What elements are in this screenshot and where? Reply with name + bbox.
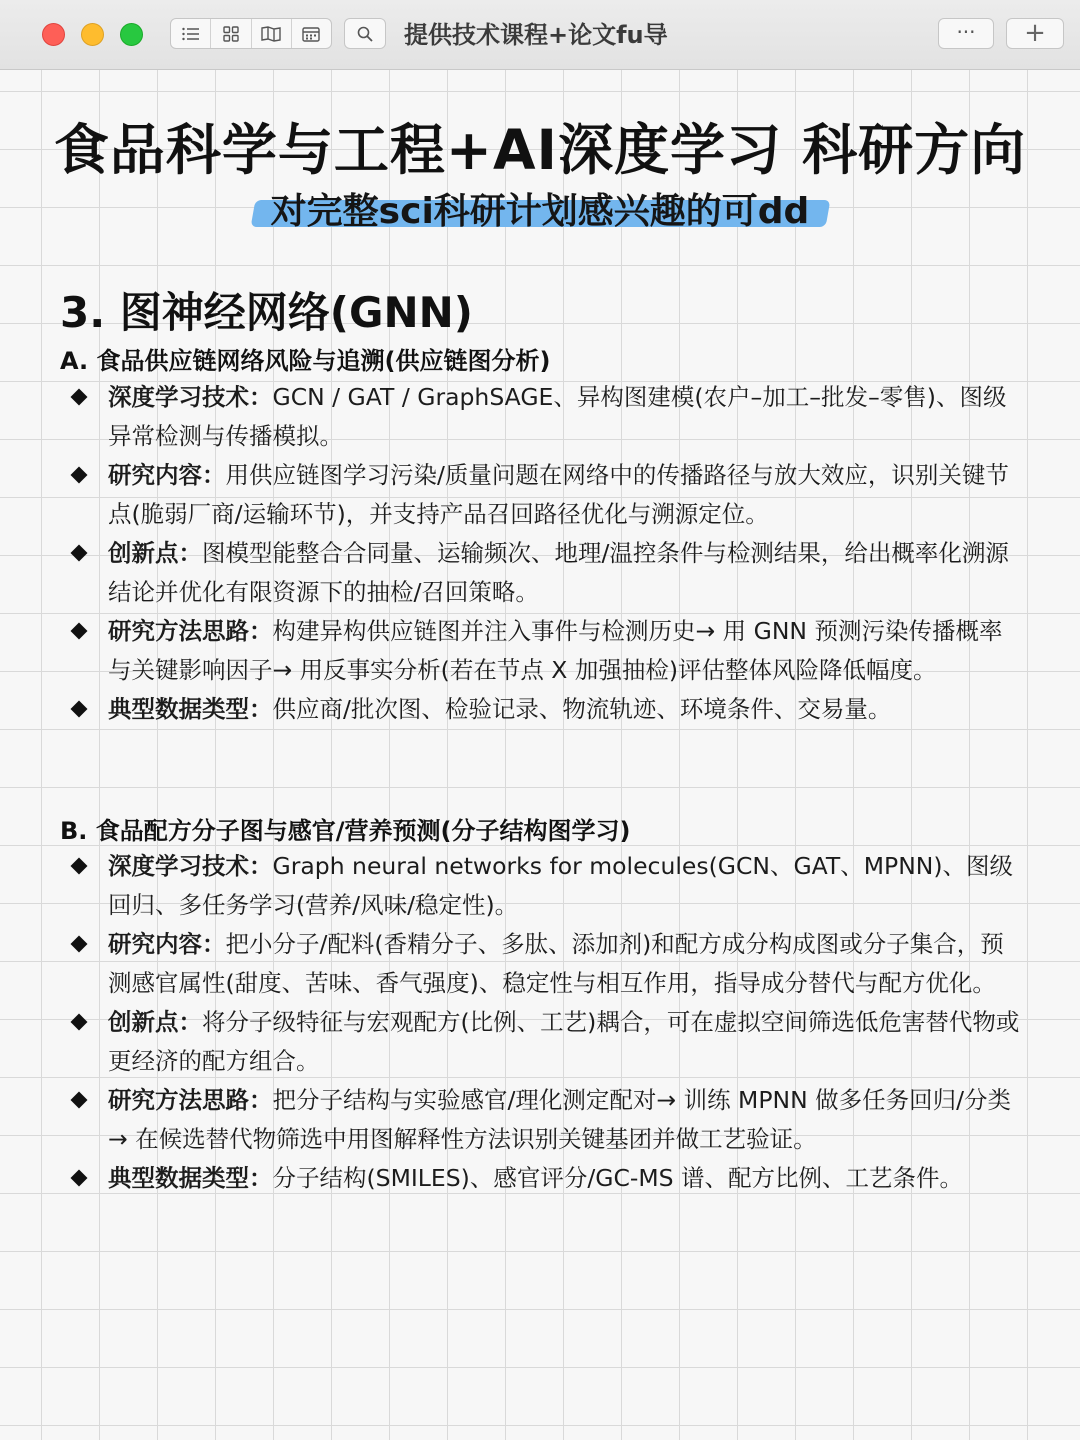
diamond-bullet-icon [71, 623, 88, 640]
bullet-text: 把小分子/配料(香精分子、多肽、添加剂)和配方成分构成图或分子集合，预测感官属性(甜度、苦味、香气强度)、稳定性与相互作用，指导成分替代与配方优化。 [108, 930, 1004, 997]
subtitle-text: 对完整sci科研计划感兴趣的可dd [270, 191, 810, 232]
minimize-window-button[interactable] [81, 23, 104, 46]
part-a-bullets [60, 378, 1025, 729]
bullet-label: 典型数据类型： [108, 1164, 273, 1192]
close-window-button[interactable] [42, 23, 65, 46]
bullet-label: 研究方法思路： [108, 1086, 273, 1114]
view-mode-switcher [170, 18, 332, 49]
bullet-label: 研究内容： [108, 461, 226, 489]
subtitle [261, 183, 820, 234]
list-item [60, 1081, 1025, 1159]
subtitle-row [0, 183, 1080, 234]
bullet-text: 分子结构(SMILES)、感官评分/GC-MS 谱、配方比例、工艺条件。 [272, 1164, 963, 1192]
bullet-label: 创新点： [108, 539, 202, 567]
diamond-bullet-icon [71, 1014, 88, 1031]
list-item [60, 534, 1025, 612]
bullet-text: 将分子级特征与宏观配方(比例、工艺)耦合，可在虚拟空间筛选低危害替代物或更经济的配方组合。 [108, 1008, 1020, 1075]
list-item [60, 1003, 1025, 1081]
diamond-bullet-icon [71, 858, 88, 875]
bullet-label: 研究方法思路： [108, 617, 273, 645]
list-item [60, 847, 1025, 925]
bullet-text: Graph neural networks for molecules(GCN、GAT、MPNN)、图级回归、多任务学习(营养/风味/稳定性)。 [108, 852, 1014, 919]
list-item [60, 612, 1025, 690]
bullet-label: 深度学习技术： [108, 383, 273, 411]
bullet-text: 构建异构供应链图并注入事件与检测历史→ 用 GNN 预测污染传播概率与关键影响因子→ 用反事实分析(若在节点 X 加强抽检)评估整体风险降低幅度。 [108, 617, 1003, 684]
list-item [60, 925, 1025, 1003]
part-b-bullets [60, 847, 1025, 1198]
bullet-text: 供应商/批次图、检验记录、物流轨迹、环境条件、交易量。 [272, 695, 892, 723]
diamond-bullet-icon [71, 1092, 88, 1109]
title-bar [0, 0, 1080, 70]
window-title: 提供技术课程+论文fu导 [404, 21, 668, 49]
bullet-label: 典型数据类型： [108, 695, 273, 723]
bullet-text: 图模型能整合合同量、运输频次、地理/温控条件与检测结果，给出概率化溯源结论并优化有限资源下的抽检/召回策略。 [108, 539, 1009, 606]
diamond-bullet-icon [71, 467, 88, 484]
diamond-bullet-icon [71, 936, 88, 953]
diamond-bullet-icon [71, 701, 88, 718]
part-a-heading: A. 食品供应链网络风险与追溯(供应链图分析) [60, 347, 551, 375]
bullet-label: 创新点： [108, 1008, 202, 1036]
list-view-icon[interactable] [171, 19, 211, 48]
list-item [60, 1159, 1025, 1198]
more-options-button[interactable]: ··· [938, 18, 994, 49]
search-icon [357, 26, 373, 42]
search-button[interactable] [344, 18, 386, 49]
list-item [60, 690, 1025, 729]
section-heading: 3. 图神经网络(GNN) [60, 288, 473, 337]
grid-view-icon[interactable] [211, 19, 251, 48]
bullet-label: 研究内容： [108, 930, 226, 958]
add-note-button[interactable]: + [1006, 18, 1064, 49]
page-title: 食品科学与工程+AI深度学习 科研方向 [53, 118, 1027, 182]
zoom-window-button[interactable] [120, 23, 143, 46]
bullet-text: 把分子结构与实验感官/理化测定配对→ 训练 MPNN 做多任务回归/分类→ 在候选替代物筛选中用图解释性方法识别关键基团并做工艺验证。 [108, 1086, 1012, 1153]
book-view-icon[interactable] [252, 19, 292, 48]
list-item [60, 456, 1025, 534]
bullet-label: 深度学习技术： [108, 852, 273, 880]
diamond-bullet-icon [71, 1170, 88, 1187]
calendar-view-icon[interactable] [292, 19, 331, 48]
diamond-bullet-icon [71, 545, 88, 562]
bullet-text: GCN / GAT / GraphSAGE、异构图建模(农户–加工–批发–零售)、图级异常检测与传播模拟。 [108, 383, 1007, 450]
bullet-text: 用供应链图学习污染/质量问题在网络中的传播路径与放大效应，识别关键节点(脆弱厂商/运输环节)，并支持产品召回路径优化与溯源定位。 [108, 461, 1009, 528]
diamond-bullet-icon [71, 389, 88, 406]
list-item [60, 378, 1025, 456]
part-b-heading: B. 食品配方分子图与感官/营养预测(分子结构图学习) [60, 817, 631, 845]
